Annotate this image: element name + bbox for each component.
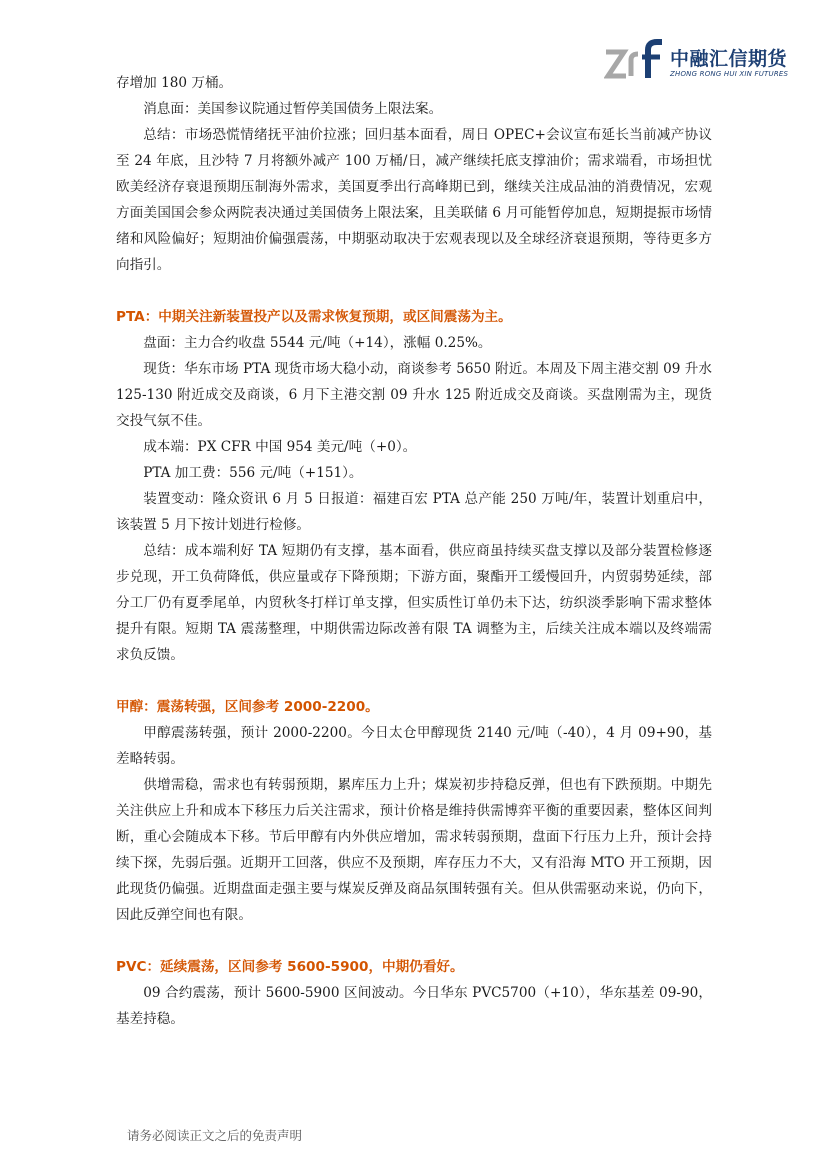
- body-paragraph: 消息面：美国参议院通过暂停美国债务上限法案。: [143, 101, 443, 117]
- body-paragraph: 甲醇震荡转强，预计 2000-2200。今日太仓甲醇现货 2140 元/吨（-40），4 月 09+90，基差略转弱。: [116, 725, 712, 767]
- report-body: [116, 70, 712, 1032]
- body-paragraph: 现货：华东市场 PTA 现货市场大稳小动，商谈参考 5650 附近。本周及下周主港交割 09 升水 125-130 附近成交及商谈，6 月下主港交割 09 升水 125 附近成交及商谈。买盘刚需为主，现货交投气氛不佳。: [116, 361, 712, 429]
- section-title-pvc: PVC：延续震荡，区间参考 5600-5900，中期仍看好。: [116, 959, 464, 975]
- logo-chinese-name: 中融汇信期货: [670, 48, 788, 70]
- body-paragraph: 09 合约震荡，预计 5600-5900 区间波动。今日华东 PVC5700（+10），华东基差 09-90，基差持稳。: [116, 985, 712, 1027]
- body-paragraph: 总结：成本端利好 TA 短期仍有支撑，基本面看，供应商虽持续买盘支撑以及部分装置检修逐步兑现，开工负荷降低，供应量或存下降预期；下游方面，聚酯开工缓慢回升，内贸弱势延续，部分工厂仍有夏季尾单，内贸秋冬打样订单支撑，但实质性订单仍未下达，纺织淡季影响下需求整体提升有限。短期 TA 震荡整理，中期供需边际改善有限 TA 调整为主，后续关注成本端以及终端需求负反馈。: [116, 543, 712, 663]
- logo-english-name: ZHONG RONG HUI XIN FUTURES: [670, 70, 789, 78]
- body-paragraph: 装置变动：隆众资讯 6 月 5 日报道：福建百宏 PTA 总产能 250 万吨/年，装置计划重启中，该装置 5 月下按计划进行检修。: [116, 491, 712, 533]
- body-paragraph: PTA 加工费：556 元/吨（+151）。: [143, 465, 363, 481]
- disclaimer-footer: 请务必阅读正文之后的免责声明: [127, 1128, 303, 1143]
- section-title-methanol: 甲醇：震荡转强，区间参考 2000-2200。: [116, 699, 379, 715]
- body-paragraph: 供增需稳，需求也有转弱预期，累库压力上升；煤炭初步持稳反弹，但也有下跌预期。中期先关注供应上升和成本下移压力后关注需求，预计价格是维持供需博弈平衡的重要因素，整体区间判断，重心会随成本下移。节后甲醇有内外供应增加，需求转弱预期，盘面下行压力上升，预计会持续下探，先弱后强。近期开工回落，供应不及预期，库存压力不大，又有沿海 MTO 开工预期，因此现货仍偏强。近期盘面走强主要与煤炭反弹及商品氛围转强有关。但从供需驱动来说，仍向下，因此反弹空间也有限。: [116, 777, 712, 923]
- body-paragraph: 盘面：主力合约收盘 5544 元/吨（+14），涨幅 0.25%。: [143, 335, 492, 351]
- body-paragraph: 总结：市场恐慌情绪抚平油价拉涨；回归基本面看，周日 OPEC+会议宣布延长当前减产协议至 24 年底，且沙特 7 月将额外减产 100 万桶/日，减产继续托底支撑油价；需求端看，市场担忧欧美经济存衰退预期压制海外需求，美国夏季出行高峰期已到，继续关注成品油的消费情况，宏观方面美国国会参众两院表决通过美国债务上限法案，且美联储 6 月可能暂停加息，短期提振市场情绪和风险偏好；短期油价偏强震荡，中期驱动取决于宏观表现以及全球经济衰退预期，等待更多方向指引。: [116, 127, 712, 273]
- body-paragraph: 成本端：PX CFR 中国 954 美元/吨（+0）。: [143, 439, 417, 455]
- section-title-pta: PTA：中期关注新装置投产以及需求恢复预期，或区间震荡为主。: [116, 309, 512, 325]
- body-paragraph: 存增加 180 万桶。: [116, 75, 233, 91]
